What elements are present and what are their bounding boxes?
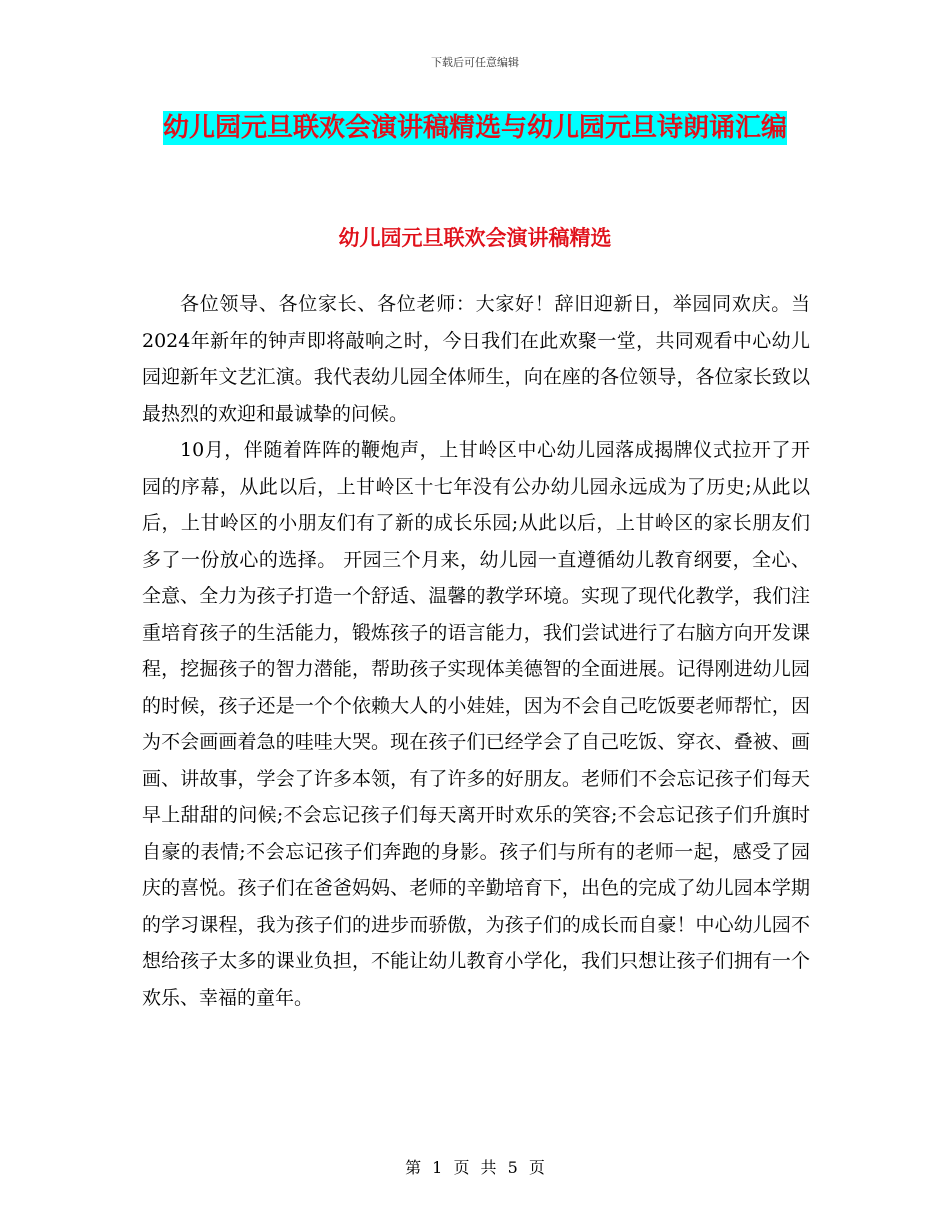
paragraph: 10月，伴随着阵阵的鞭炮声，上甘岭区中心幼儿园落成揭牌仪式拉开了开园的序幕，从此以后，上甘岭区十七年没有公办幼儿园永远成为了历史;从此以后，上甘岭区的小朋友们有了新的成长乐园;从此以后，上甘岭区的家长朋友们多了一份放心的选择。 开园三个月来，幼儿园一直遵循幼儿教育纲要，全心、全意、全力为孩子打造一个舒适、温馨的教学环境。实现了现代化教学，我们注重培育孩子的生活能力，锻炼孩子的语言能力，我们尝试进行了右脑方向开发课程，挖掘孩子的智力潜能，帮助孩子实现体美德智的全面进展。记得刚进幼儿园的时候，孩子还是一个个依赖大人的小娃娃，因为不会自己吃饭要老师帮忙，因为不会画画着急的哇哇大哭。现在孩子们已经学会了自己吃饭、穿衣、叠被、画画、讲故事，学会了许多本领，有了许多的好朋友。老师们不会忘记孩子们每天早上甜甜的问候;不会忘记孩子们每天离开时欢乐的笑容;不会忘记孩子们升旗时自豪的表情;不会忘记孩子们奔跑的身影。孩子们与所有的老师一起，感受了园庆的喜悦。孩子们在爸爸妈妈、老师的辛勤培育下，出色的完成了幼儿园本学期的学习课程，我为孩子们的进步而骄傲，为孩子们的成长而自豪！中心幼儿园不想给孩子太多的课业负担，不能让幼儿教育小学化，我们只想让孩子们拥有一个欢乐、幸福的童年。 bbox=[142, 439, 810, 1009]
document-body bbox=[142, 286, 810, 1016]
document-title-text: 幼儿园元旦联欢会演讲稿精选与幼儿园元旦诗朗诵汇编 bbox=[162, 113, 787, 143]
section-title: 幼儿园元旦联欢会演讲稿精选 bbox=[338, 226, 612, 250]
document-title bbox=[150, 106, 800, 150]
header-note: 下载后可任意编辑 bbox=[431, 56, 519, 69]
page-number: 第 1 页 共 5 页 bbox=[405, 1158, 545, 1177]
paragraph: 各位领导、各位家长、各位老师：大家好！辞旧迎新日，举园同欢庆。当2024年新年的钟声即将敲响之时，今日我们在此欢聚一堂，共同观看中心幼儿园迎新年文艺汇演。我代表幼儿园全体师生，向在座的各位领导，各位家长致以最热烈的欢迎和最诚挚的问候。 bbox=[142, 293, 810, 425]
